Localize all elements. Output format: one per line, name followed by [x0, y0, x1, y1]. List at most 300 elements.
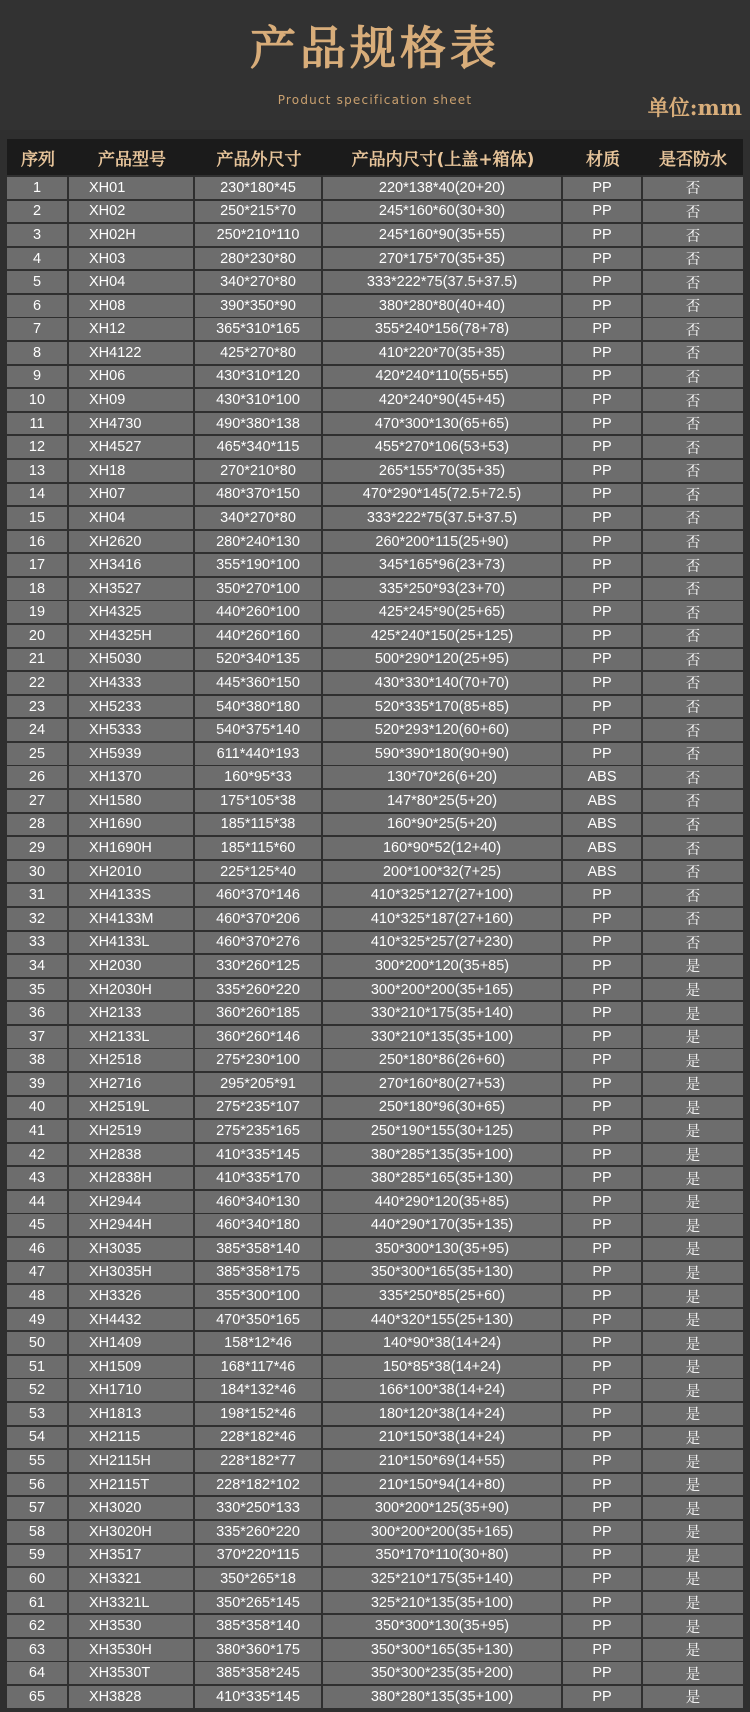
cell-material: PP: [563, 271, 643, 293]
cell-inner-size: 210*150*69(14+55): [323, 1450, 563, 1472]
cell-waterproof: 否: [685, 275, 701, 292]
cell-outer-size: 280*240*130: [195, 531, 323, 553]
cell-waterproof: 否: [685, 770, 701, 787]
cell-index: 34: [7, 955, 69, 977]
cell-material: PP: [563, 507, 643, 529]
cell-outer-size: 335*260*220: [195, 1521, 323, 1543]
cell-index: 41: [7, 1120, 69, 1142]
cell-inner-size: 210*150*38(14+24): [323, 1427, 563, 1449]
cell-inner-size: 470*290*145(72.5+72.5): [323, 484, 563, 506]
cell-index: 18: [7, 578, 69, 600]
cell-material: PP: [563, 248, 643, 270]
cell-index: 61: [7, 1592, 69, 1614]
cell-model: XH1580: [69, 790, 195, 812]
cell-model: XH06: [69, 366, 195, 388]
cell-model: XH1690H: [69, 837, 195, 859]
cell-index: 19: [7, 601, 69, 623]
cell-material: PP: [563, 366, 643, 388]
cell-inner-size: 147*80*25(5+20): [323, 790, 563, 812]
cell-inner-size: 350*300*165(35+130): [323, 1262, 563, 1284]
cell-inner-size: 335*250*93(23+70): [323, 578, 563, 600]
cell-model: XH18: [69, 460, 195, 482]
table-row: [7, 861, 743, 883]
cell-index: 31: [7, 884, 69, 906]
cell-outer-size: 228*182*102: [195, 1474, 323, 1496]
table-row: [7, 837, 743, 859]
table-row: [7, 1120, 743, 1142]
cell-waterproof: 是: [685, 1100, 701, 1117]
cell-model: XH2115H: [69, 1450, 195, 1472]
cell-waterproof: 是: [685, 1430, 701, 1447]
cell-index: 7: [7, 318, 69, 340]
cell-index: 36: [7, 1002, 69, 1024]
cell-index: 37: [7, 1026, 69, 1048]
cell-index: 26: [7, 766, 69, 788]
cell-waterproof: 是: [685, 959, 701, 976]
table-row: [7, 979, 743, 1001]
table-row: [7, 436, 743, 458]
table-row: [7, 1427, 743, 1449]
cell-waterproof: 否: [685, 865, 701, 882]
cell-waterproof: 是: [685, 1289, 701, 1306]
table-row: [7, 248, 743, 270]
cell-outer-size: 168*117*46: [195, 1356, 323, 1378]
table-row: [7, 649, 743, 671]
col-header-outer-size: 产品外尺寸: [216, 149, 302, 170]
cell-model: XH4325: [69, 601, 195, 623]
cell-inner-size: 500*290*120(25+95): [323, 649, 563, 671]
cell-waterproof: 否: [685, 747, 701, 764]
cell-inner-size: 350*170*110(30+80): [323, 1545, 563, 1567]
cell-inner-size: 420*240*110(55+55): [323, 366, 563, 388]
table-row: [7, 484, 743, 506]
cell-inner-size: 380*280*80(40+40): [323, 295, 563, 317]
cell-waterproof: 否: [685, 629, 701, 646]
cell-inner-size: 440*320*155(25+130): [323, 1309, 563, 1331]
cell-waterproof: 否: [685, 393, 701, 410]
cell-outer-size: 295*205*91: [195, 1073, 323, 1095]
cell-outer-size: 385*358*175: [195, 1262, 323, 1284]
cell-material: PP: [563, 1120, 643, 1142]
cell-inner-size: 250*190*155(30+125): [323, 1120, 563, 1142]
cell-material: PP: [563, 1262, 643, 1284]
cell-inner-size: 180*120*38(14+24): [323, 1403, 563, 1425]
cell-model: XH2519: [69, 1120, 195, 1142]
cell-index: 57: [7, 1497, 69, 1519]
cell-model: XH2133L: [69, 1026, 195, 1048]
cell-waterproof: 否: [685, 912, 701, 929]
cell-waterproof: 否: [685, 487, 701, 504]
cell-index: 46: [7, 1238, 69, 1260]
cell-model: XH2620: [69, 531, 195, 553]
cell-waterproof: 否: [685, 558, 701, 575]
cell-waterproof: 是: [685, 1596, 701, 1613]
cell-model: XH3828: [69, 1686, 195, 1708]
cell-waterproof: 是: [685, 1643, 701, 1660]
cell-material: PP: [563, 1521, 643, 1543]
cell-inner-size: 333*222*75(37.5+37.5): [323, 507, 563, 529]
cell-inner-size: 300*200*125(35+90): [323, 1497, 563, 1519]
cell-index: 62: [7, 1615, 69, 1637]
table-row: [7, 1545, 743, 1567]
cell-material: ABS: [563, 790, 643, 812]
table-row: [7, 884, 743, 906]
cell-outer-size: 228*182*77: [195, 1450, 323, 1472]
table-row: [7, 366, 743, 388]
cell-material: PP: [563, 531, 643, 553]
cell-outer-size: 410*335*145: [195, 1144, 323, 1166]
col-header-inner-size: 产品内尺寸(上盖+箱体): [351, 149, 535, 170]
cell-outer-size: 185*115*60: [195, 837, 323, 859]
cell-model: XH4333: [69, 672, 195, 694]
cell-outer-size: 270*210*80: [195, 460, 323, 482]
table-row: [7, 1686, 743, 1708]
cell-inner-size: 345*165*96(23+73): [323, 554, 563, 576]
cell-waterproof: 是: [685, 1360, 701, 1377]
cell-model: XH2115T: [69, 1474, 195, 1496]
cell-index: 32: [7, 908, 69, 930]
cell-model: XH4133M: [69, 908, 195, 930]
cell-material: PP: [563, 1167, 643, 1189]
cell-index: 39: [7, 1073, 69, 1095]
table-row: [7, 1309, 743, 1331]
cell-outer-size: 340*270*80: [195, 507, 323, 529]
cell-model: XH3527: [69, 578, 195, 600]
table-row: [7, 271, 743, 293]
cell-material: PP: [563, 1097, 643, 1119]
cell-model: XH4325H: [69, 625, 195, 647]
cell-material: PP: [563, 672, 643, 694]
cell-model: XH2133: [69, 1002, 195, 1024]
cell-inner-size: 590*390*180(90+90): [323, 743, 563, 765]
cell-material: PP: [563, 1238, 643, 1260]
cell-model: XH3416: [69, 554, 195, 576]
cell-model: XH4122: [69, 342, 195, 364]
cell-outer-size: 230*180*45: [195, 177, 323, 199]
cell-inner-size: 440*290*170(35+135): [323, 1214, 563, 1236]
cell-index: 21: [7, 649, 69, 671]
cell-inner-size: 220*138*40(20+20): [323, 177, 563, 199]
cell-model: XH3035: [69, 1238, 195, 1260]
cell-inner-size: 260*200*115(25+90): [323, 531, 563, 553]
cell-waterproof: 是: [685, 1053, 701, 1070]
table-row: [7, 1049, 743, 1071]
cell-index: 65: [7, 1686, 69, 1708]
cell-model: XH3020: [69, 1497, 195, 1519]
cell-outer-size: 410*335*170: [195, 1167, 323, 1189]
cell-material: PP: [563, 1332, 643, 1354]
cell-material: PP: [563, 719, 643, 741]
table-row: [7, 1191, 743, 1213]
cell-index: 38: [7, 1049, 69, 1071]
cell-inner-size: 410*325*127(27+100): [323, 884, 563, 906]
table-row: [7, 1097, 743, 1119]
cell-model: XH03: [69, 248, 195, 270]
cell-index: 45: [7, 1214, 69, 1236]
cell-outer-size: 158*12*46: [195, 1332, 323, 1354]
cell-model: XH3321L: [69, 1592, 195, 1614]
cell-model: XH02: [69, 201, 195, 223]
cell-inner-size: 300*200*200(35+165): [323, 1521, 563, 1543]
table-row: [7, 1356, 743, 1378]
cell-material: PP: [563, 1214, 643, 1236]
cell-outer-size: 465*340*115: [195, 436, 323, 458]
cell-inner-size: 130*70*26(6+20): [323, 766, 563, 788]
cell-index: 59: [7, 1545, 69, 1567]
cell-outer-size: 350*270*100: [195, 578, 323, 600]
cell-outer-size: 390*350*90: [195, 295, 323, 317]
page-title: 产品规格表: [250, 21, 500, 75]
cell-inner-size: 325*210*135(35+100): [323, 1592, 563, 1614]
cell-model: XH12: [69, 318, 195, 340]
table-row: [7, 1615, 743, 1637]
cell-outer-size: 250*215*70: [195, 201, 323, 223]
table-row: [7, 507, 743, 529]
cell-outer-size: 540*375*140: [195, 719, 323, 741]
cell-inner-size: 350*300*165(35+130): [323, 1639, 563, 1661]
cell-inner-size: 410*325*257(27+230): [323, 932, 563, 954]
table-row: [7, 1592, 743, 1614]
cell-outer-size: 275*230*100: [195, 1049, 323, 1071]
cell-outer-size: 355*190*100: [195, 554, 323, 576]
table-row: [7, 1497, 743, 1519]
cell-material: PP: [563, 484, 643, 506]
table-row: [7, 955, 743, 977]
cell-outer-size: 385*358*245: [195, 1662, 323, 1684]
cell-waterproof: 是: [685, 1548, 701, 1565]
col-header-material: 材质: [586, 149, 620, 170]
cell-model: XH4432: [69, 1309, 195, 1331]
cell-material: PP: [563, 1049, 643, 1071]
table-row: [7, 1214, 743, 1236]
cell-model: XH3530T: [69, 1662, 195, 1684]
cell-outer-size: 175*105*38: [195, 790, 323, 812]
cell-index: 43: [7, 1167, 69, 1189]
cell-model: XH2010: [69, 861, 195, 883]
cell-inner-size: 333*222*75(37.5+37.5): [323, 271, 563, 293]
cell-material: PP: [563, 1403, 643, 1425]
cell-inner-size: 380*285*165(35+130): [323, 1167, 563, 1189]
cell-index: 4: [7, 248, 69, 270]
cell-waterproof: 否: [685, 676, 701, 693]
table-row: [7, 1521, 743, 1543]
cell-waterproof: 否: [685, 935, 701, 952]
cell-waterproof: 是: [685, 1313, 701, 1330]
cell-model: XH3530: [69, 1615, 195, 1637]
table-row: [7, 1639, 743, 1661]
cell-material: PP: [563, 1191, 643, 1213]
cell-index: 13: [7, 460, 69, 482]
cell-index: 51: [7, 1356, 69, 1378]
cell-material: PP: [563, 908, 643, 930]
table-row: [7, 389, 743, 411]
cell-material: PP: [563, 436, 643, 458]
cell-waterproof: 是: [685, 1195, 701, 1212]
cell-material: PP: [563, 1427, 643, 1449]
cell-material: PP: [563, 932, 643, 954]
cell-material: PP: [563, 884, 643, 906]
table-row: [7, 743, 743, 765]
cell-material: PP: [563, 318, 643, 340]
cell-outer-size: 410*335*145: [195, 1686, 323, 1708]
cell-model: XH2030: [69, 955, 195, 977]
cell-index: 53: [7, 1403, 69, 1425]
cell-model: XH5030: [69, 649, 195, 671]
cell-material: PP: [563, 1379, 643, 1401]
col-header-index: 序列: [21, 149, 55, 170]
cell-material: PP: [563, 979, 643, 1001]
cell-outer-size: 355*300*100: [195, 1285, 323, 1307]
cell-waterproof: 否: [685, 582, 701, 599]
cell-outer-size: 611*440*193: [195, 743, 323, 765]
cell-inner-size: 300*200*120(35+85): [323, 955, 563, 977]
cell-inner-size: 430*330*140(70+70): [323, 672, 563, 694]
cell-waterproof: 是: [685, 1242, 701, 1259]
cell-material: PP: [563, 1639, 643, 1661]
cell-waterproof: 否: [685, 700, 701, 717]
cell-material: PP: [563, 460, 643, 482]
cell-outer-size: 380*360*175: [195, 1639, 323, 1661]
cell-outer-size: 360*260*185: [195, 1002, 323, 1024]
cell-waterproof: 否: [685, 723, 701, 740]
cell-waterproof: 否: [685, 464, 701, 481]
cell-index: 22: [7, 672, 69, 694]
cell-inner-size: 420*240*90(45+45): [323, 389, 563, 411]
cell-index: 5: [7, 271, 69, 293]
cell-index: 20: [7, 625, 69, 647]
cell-outer-size: 385*358*140: [195, 1615, 323, 1637]
cell-outer-size: 365*310*165: [195, 318, 323, 340]
cell-model: XH3517: [69, 1545, 195, 1567]
cell-model: XH5333: [69, 719, 195, 741]
cell-waterproof: 是: [685, 1478, 701, 1495]
cell-index: 42: [7, 1144, 69, 1166]
cell-outer-size: 280*230*80: [195, 248, 323, 270]
table-row: [7, 1403, 743, 1425]
table-row: [7, 1238, 743, 1260]
cell-inner-size: 325*210*175(35+140): [323, 1568, 563, 1590]
col-header-waterproof: 是否防水: [659, 149, 727, 170]
cell-material: PP: [563, 1450, 643, 1472]
cell-inner-size: 520*293*120(60+60): [323, 719, 563, 741]
cell-waterproof: 是: [685, 1501, 701, 1518]
cell-inner-size: 245*160*90(35+55): [323, 224, 563, 246]
cell-waterproof: 否: [685, 511, 701, 528]
cell-material: PP: [563, 201, 643, 223]
cell-index: 27: [7, 790, 69, 812]
cell-outer-size: 540*380*180: [195, 696, 323, 718]
cell-model: XH5233: [69, 696, 195, 718]
cell-material: PP: [563, 1615, 643, 1637]
cell-outer-size: 340*270*80: [195, 271, 323, 293]
cell-model: XH1813: [69, 1403, 195, 1425]
table-row: [7, 318, 743, 340]
cell-waterproof: 否: [685, 228, 701, 245]
cell-waterproof: 是: [685, 983, 701, 999]
cell-outer-size: 350*265*145: [195, 1592, 323, 1614]
cell-material: PP: [563, 1662, 643, 1684]
cell-material: PP: [563, 1285, 643, 1307]
cell-material: PP: [563, 1356, 643, 1378]
cell-outer-size: 440*260*100: [195, 601, 323, 623]
cell-inner-size: 425*245*90(25+65): [323, 601, 563, 623]
cell-waterproof: 否: [685, 204, 701, 221]
table-row: [7, 932, 743, 954]
cell-waterproof: 是: [685, 1148, 701, 1165]
cell-material: PP: [563, 1497, 643, 1519]
cell-index: 6: [7, 295, 69, 317]
cell-material: PP: [563, 295, 643, 317]
cell-waterproof: 否: [685, 299, 701, 316]
cell-outer-size: 184*132*46: [195, 1379, 323, 1401]
cell-index: 30: [7, 861, 69, 883]
table-row: [7, 1002, 743, 1024]
table-row: [7, 601, 743, 623]
cell-inner-size: 160*90*25(5+20): [323, 814, 563, 836]
cell-inner-size: 425*240*150(25+125): [323, 625, 563, 647]
table-row: [7, 1167, 743, 1189]
cell-material: PP: [563, 177, 643, 199]
col-header-model: 产品型号: [98, 149, 166, 170]
table-row: [7, 1262, 743, 1284]
cell-inner-size: 140*90*38(14+24): [323, 1332, 563, 1354]
cell-inner-size: 250*180*96(30+65): [323, 1097, 563, 1119]
cell-material: PP: [563, 554, 643, 576]
cell-inner-size: 330*210*175(35+140): [323, 1002, 563, 1024]
cell-inner-size: 520*335*170(85+85): [323, 696, 563, 718]
cell-inner-size: 166*100*38(14+24): [323, 1379, 563, 1401]
cell-inner-size: 245*160*60(30+30): [323, 201, 563, 223]
cell-outer-size: 470*350*165: [195, 1309, 323, 1331]
cell-material: PP: [563, 224, 643, 246]
cell-outer-size: 430*310*120: [195, 366, 323, 388]
page-header: [0, 0, 750, 130]
cell-index: 58: [7, 1521, 69, 1543]
table-row: [7, 1450, 743, 1472]
cell-inner-size: 250*180*86(26+60): [323, 1049, 563, 1071]
cell-material: PP: [563, 601, 643, 623]
cell-material: PP: [563, 649, 643, 671]
cell-index: 1: [7, 177, 69, 199]
cell-outer-size: 335*260*220: [195, 979, 323, 1001]
table-row: [7, 696, 743, 718]
table-row: [7, 1073, 743, 1095]
unit-label: 单位:mm: [647, 95, 742, 120]
cell-model: XH1509: [69, 1356, 195, 1378]
cell-model: XH3035H: [69, 1262, 195, 1284]
cell-inner-size: 350*300*130(35+95): [323, 1238, 563, 1260]
cell-outer-size: 275*235*165: [195, 1120, 323, 1142]
table-row: [7, 1332, 743, 1354]
cell-waterproof: 是: [685, 1171, 701, 1188]
table-row: [7, 814, 743, 836]
cell-material: PP: [563, 413, 643, 435]
cell-waterproof: 否: [685, 440, 701, 457]
cell-material: PP: [563, 1568, 643, 1590]
cell-material: PP: [563, 1026, 643, 1048]
cell-index: 60: [7, 1568, 69, 1590]
cell-model: XH3530H: [69, 1639, 195, 1661]
cell-inner-size: 350*300*235(35+200): [323, 1662, 563, 1684]
cell-material: ABS: [563, 766, 643, 788]
cell-outer-size: 370*220*115: [195, 1545, 323, 1567]
cell-waterproof: 是: [685, 1077, 701, 1094]
cell-index: 24: [7, 719, 69, 741]
cell-inner-size: 300*200*200(35+165): [323, 979, 563, 1001]
cell-model: XH4133S: [69, 884, 195, 906]
cell-material: ABS: [563, 837, 643, 859]
cell-model: XH2519L: [69, 1097, 195, 1119]
